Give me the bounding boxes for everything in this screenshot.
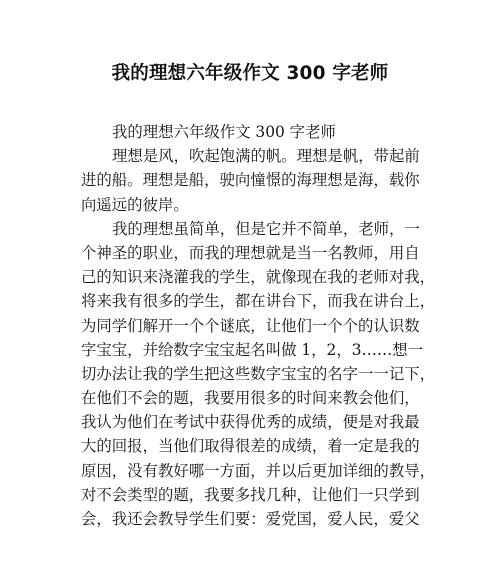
- body-line: 我的理想六年级作文 300 字老师: [112, 123, 336, 141]
- body-line: 个神圣的职业，而我的理想就是当一名教师，用自: [81, 243, 420, 262]
- body-line: 己的知识来浇灌我的学生，就像现在我的老师对我，: [81, 268, 435, 287]
- body-line: 大的回报，当他们取得很差的成绩，着一定是我的: [81, 437, 420, 456]
- body-line: 字宝宝，并给数字宝宝起名叫做 1，2，3……想一: [81, 340, 424, 359]
- body-line: 向遥远的彼岸。: [81, 195, 189, 214]
- body-line: 原因，没有教好哪一方面，并以后更加详细的教导，: [81, 461, 435, 480]
- body-line: 为同学们解开一个个谜底，让他们一个个的认识数: [81, 316, 420, 335]
- document-body: [81, 120, 435, 531]
- body-line: 将来我有很多的学生，都在讲台下，而我在讲台上，: [81, 292, 435, 311]
- body-line: 对不会类型的题，我要多找几种，让他们一只学到: [81, 485, 420, 504]
- body-line: 会，我还会教导学生们要：爱党国，爱人民，爱父: [81, 510, 420, 528]
- body-line: 切办法让我的学生把这些数字宝宝的名字一一记下，: [81, 364, 435, 383]
- body-line: 我认为他们在考试中获得优秀的成绩，便是对我最: [81, 413, 420, 432]
- body-line: 在他们不会的题，我要用很多的时间来教会他们，: [81, 389, 420, 408]
- body-line: 理想是风，吹起饱满的帆。理想是帆，带起前: [112, 147, 420, 166]
- body-line: 进的船。理想是船，驶向憧憬的海理想是海，载你: [81, 171, 420, 190]
- document-title: 我的理想六年级作文 300 字老师: [111, 63, 389, 84]
- body-line: 我的理想虽简单，但是它并不简单，老师，一: [112, 219, 420, 238]
